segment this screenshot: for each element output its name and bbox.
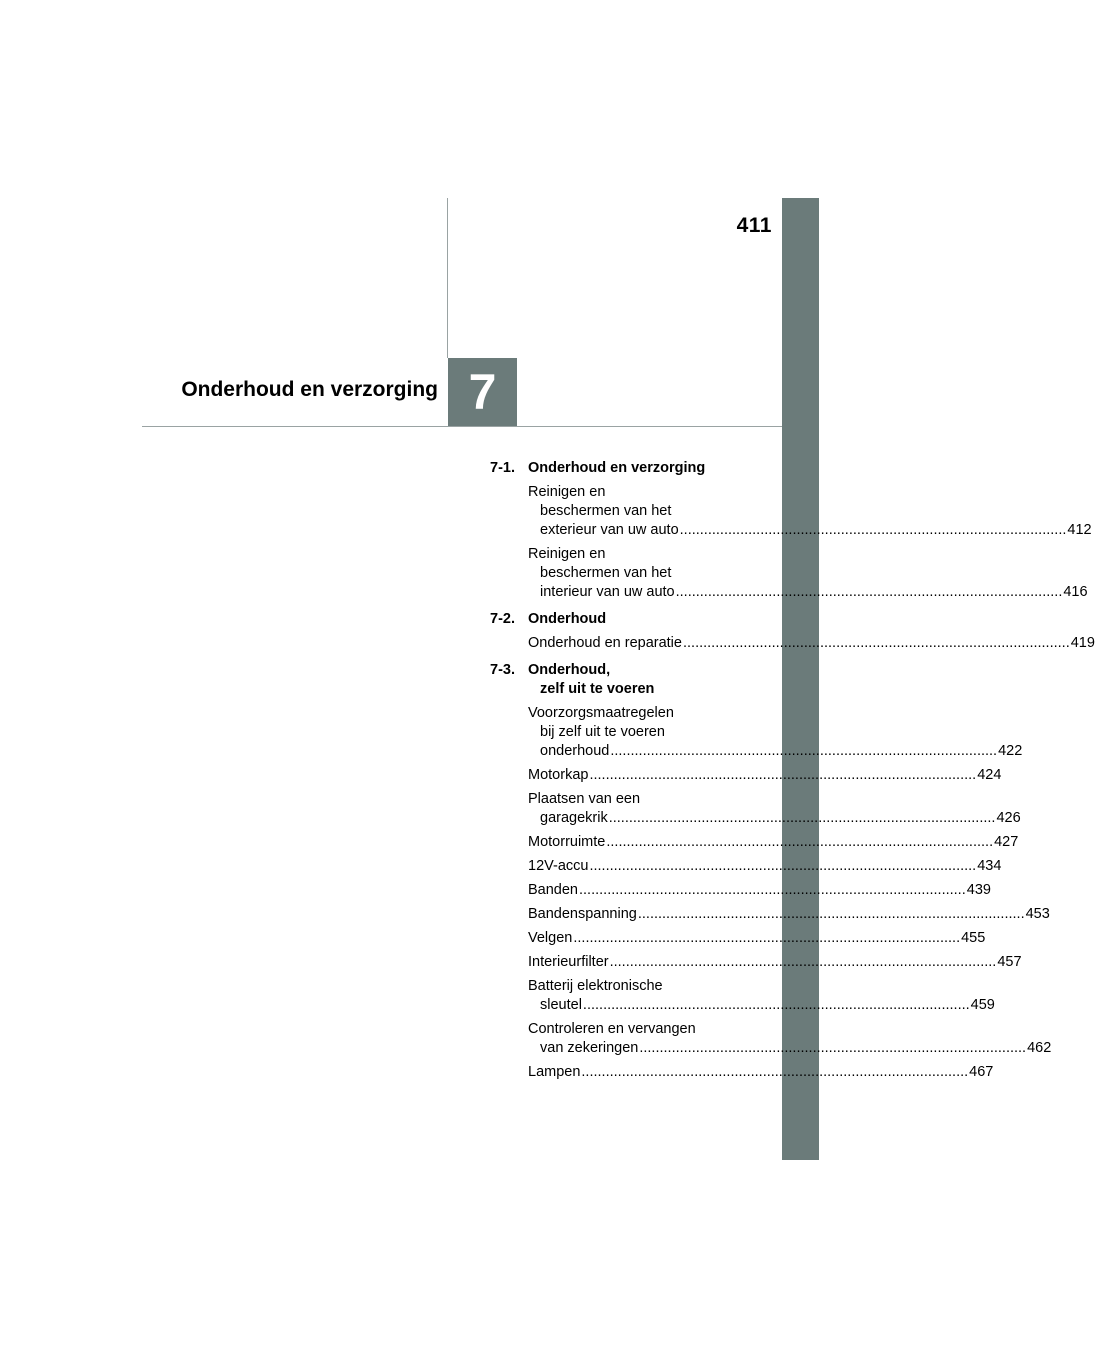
- toc-section-heading: [490, 459, 740, 478]
- toc-page-number: 434: [977, 858, 1002, 874]
- toc-entry[interactable]: [528, 545, 1088, 602]
- toc-entry[interactable]: [528, 953, 1022, 972]
- toc-page-number: 419: [1070, 635, 1095, 651]
- toc-entry[interactable]: [528, 790, 1021, 828]
- section-title: [528, 459, 705, 478]
- toc-entry-line: [528, 905, 1050, 924]
- toc-page-number: 455: [961, 930, 986, 946]
- leader-dots: [683, 635, 1070, 651]
- leader-dots: [610, 743, 997, 759]
- toc-page-number: 439: [966, 882, 991, 898]
- toc-entry-text: Bandenspanning: [528, 906, 637, 922]
- toc-page-number: 426: [996, 810, 1021, 826]
- toc-entry-line: beschermen van het: [540, 565, 672, 581]
- toc-page-number: 467: [969, 1064, 994, 1080]
- leader-dots: [680, 522, 1067, 538]
- toc-entry[interactable]: [528, 1020, 1052, 1058]
- leader-dots: [638, 906, 1025, 922]
- toc-entry-text: onderhoud: [540, 743, 610, 759]
- toc-entry-text: Velgen: [528, 930, 573, 946]
- toc-entry-text: Interieurfilter: [528, 954, 609, 970]
- section-title-line: Onderhoud,: [528, 662, 611, 678]
- toc-entry[interactable]: [528, 929, 986, 948]
- toc-entry[interactable]: [528, 634, 1095, 653]
- toc-entry-line: [528, 996, 995, 1015]
- toc-section-heading: [490, 661, 740, 699]
- leader-dots: [589, 858, 976, 874]
- toc-page-number: 427: [994, 834, 1019, 850]
- toc-entry[interactable]: [528, 905, 1050, 924]
- leader-dots: [609, 810, 996, 826]
- toc-entry-text: Onderhoud en reparatie: [528, 635, 682, 651]
- toc-page-number: 453: [1025, 906, 1050, 922]
- toc-entry-line: Batterij elektronische: [528, 978, 663, 994]
- leader-dots: [610, 954, 997, 970]
- toc-entry[interactable]: [528, 766, 1002, 785]
- horizontal-divider: [142, 426, 782, 427]
- chapter-number-box: 7: [448, 358, 517, 426]
- chapter-side-tab: [782, 198, 819, 1160]
- vertical-divider: [447, 198, 448, 358]
- section-title-line: Onderhoud en verzorging: [528, 460, 706, 476]
- toc-entry-line: Reinigen en: [528, 546, 606, 562]
- toc-entry-line: [528, 583, 1088, 602]
- toc-entry-line: [528, 1039, 1052, 1058]
- toc-entry-line: [528, 1063, 994, 1082]
- leader-dots: [583, 997, 970, 1013]
- toc-entry-line: Plaatsen van een: [528, 791, 641, 807]
- toc-page-number: 412: [1067, 522, 1092, 538]
- section-number: 7-1.: [490, 460, 515, 476]
- toc-section-heading: [490, 610, 740, 629]
- leader-dots: [606, 834, 993, 850]
- toc-entry-line: [528, 634, 1095, 653]
- toc-entry-line: Reinigen en: [528, 484, 606, 500]
- toc-entry-line: Voorzorgsmaatregelen: [528, 705, 674, 721]
- toc-page-number: 457: [997, 954, 1022, 970]
- leader-dots: [676, 584, 1063, 600]
- toc-entry-line: beschermen van het: [540, 503, 672, 519]
- toc-entry[interactable]: [528, 704, 1023, 761]
- toc-entry-text: sleutel: [540, 997, 582, 1013]
- toc-entry-text: Motorkap: [528, 767, 589, 783]
- section-number: 7-2.: [490, 611, 515, 627]
- section-title: [528, 661, 654, 699]
- toc-entry-line: bij zelf uit te voeren: [540, 724, 665, 740]
- toc-entry-text: interieur van uw auto: [540, 584, 675, 600]
- toc-page-number: 422: [998, 743, 1023, 759]
- toc-entry[interactable]: [528, 977, 995, 1015]
- toc-entry-text: 12V-accu: [528, 858, 589, 874]
- toc-entry-line: [528, 742, 1023, 761]
- toc-entry-line: [528, 809, 1021, 828]
- toc-entry[interactable]: [528, 881, 991, 900]
- leader-dots: [639, 1040, 1026, 1056]
- page-number: 411: [736, 214, 772, 237]
- toc-entry-text: garagekrik: [540, 810, 608, 826]
- toc-entry-line: [528, 833, 1019, 852]
- toc-page-number: 416: [1063, 584, 1088, 600]
- section-title-line: Onderhoud: [528, 611, 607, 627]
- toc-entry-line: [528, 881, 991, 900]
- chapter-title: Onderhoud en verzorging: [181, 378, 438, 401]
- leader-dots: [579, 882, 966, 898]
- toc-entry-line: Controleren en vervangen: [528, 1021, 696, 1037]
- toc-entry-text: Banden: [528, 882, 578, 898]
- toc-entry[interactable]: [528, 483, 1092, 540]
- toc-entry[interactable]: [528, 1063, 994, 1082]
- toc-entry-line: [528, 521, 1092, 540]
- toc-page-number: 462: [1027, 1040, 1052, 1056]
- toc-entry-line: [528, 953, 1022, 972]
- toc-entry-text: van zekeringen: [540, 1040, 639, 1056]
- toc-entry-text: Motorruimte: [528, 834, 606, 850]
- toc-page-number: 424: [977, 767, 1002, 783]
- toc-entry-line: [528, 857, 1002, 876]
- leader-dots: [581, 1064, 968, 1080]
- section-title-line: zelf uit te voeren: [540, 681, 655, 697]
- toc-entry[interactable]: [528, 857, 1002, 876]
- toc-entry-text: exterieur van uw auto: [540, 522, 679, 538]
- toc-entry-text: Lampen: [528, 1064, 581, 1080]
- leader-dots: [589, 767, 976, 783]
- toc-entry[interactable]: [528, 833, 1019, 852]
- leader-dots: [573, 930, 960, 946]
- section-number: 7-3.: [490, 662, 515, 678]
- toc-page-number: 459: [970, 997, 995, 1013]
- toc-entry-line: [528, 766, 1002, 785]
- table-of-contents: [490, 459, 1095, 1087]
- toc-entry-line: [528, 929, 986, 948]
- section-title: [528, 610, 606, 629]
